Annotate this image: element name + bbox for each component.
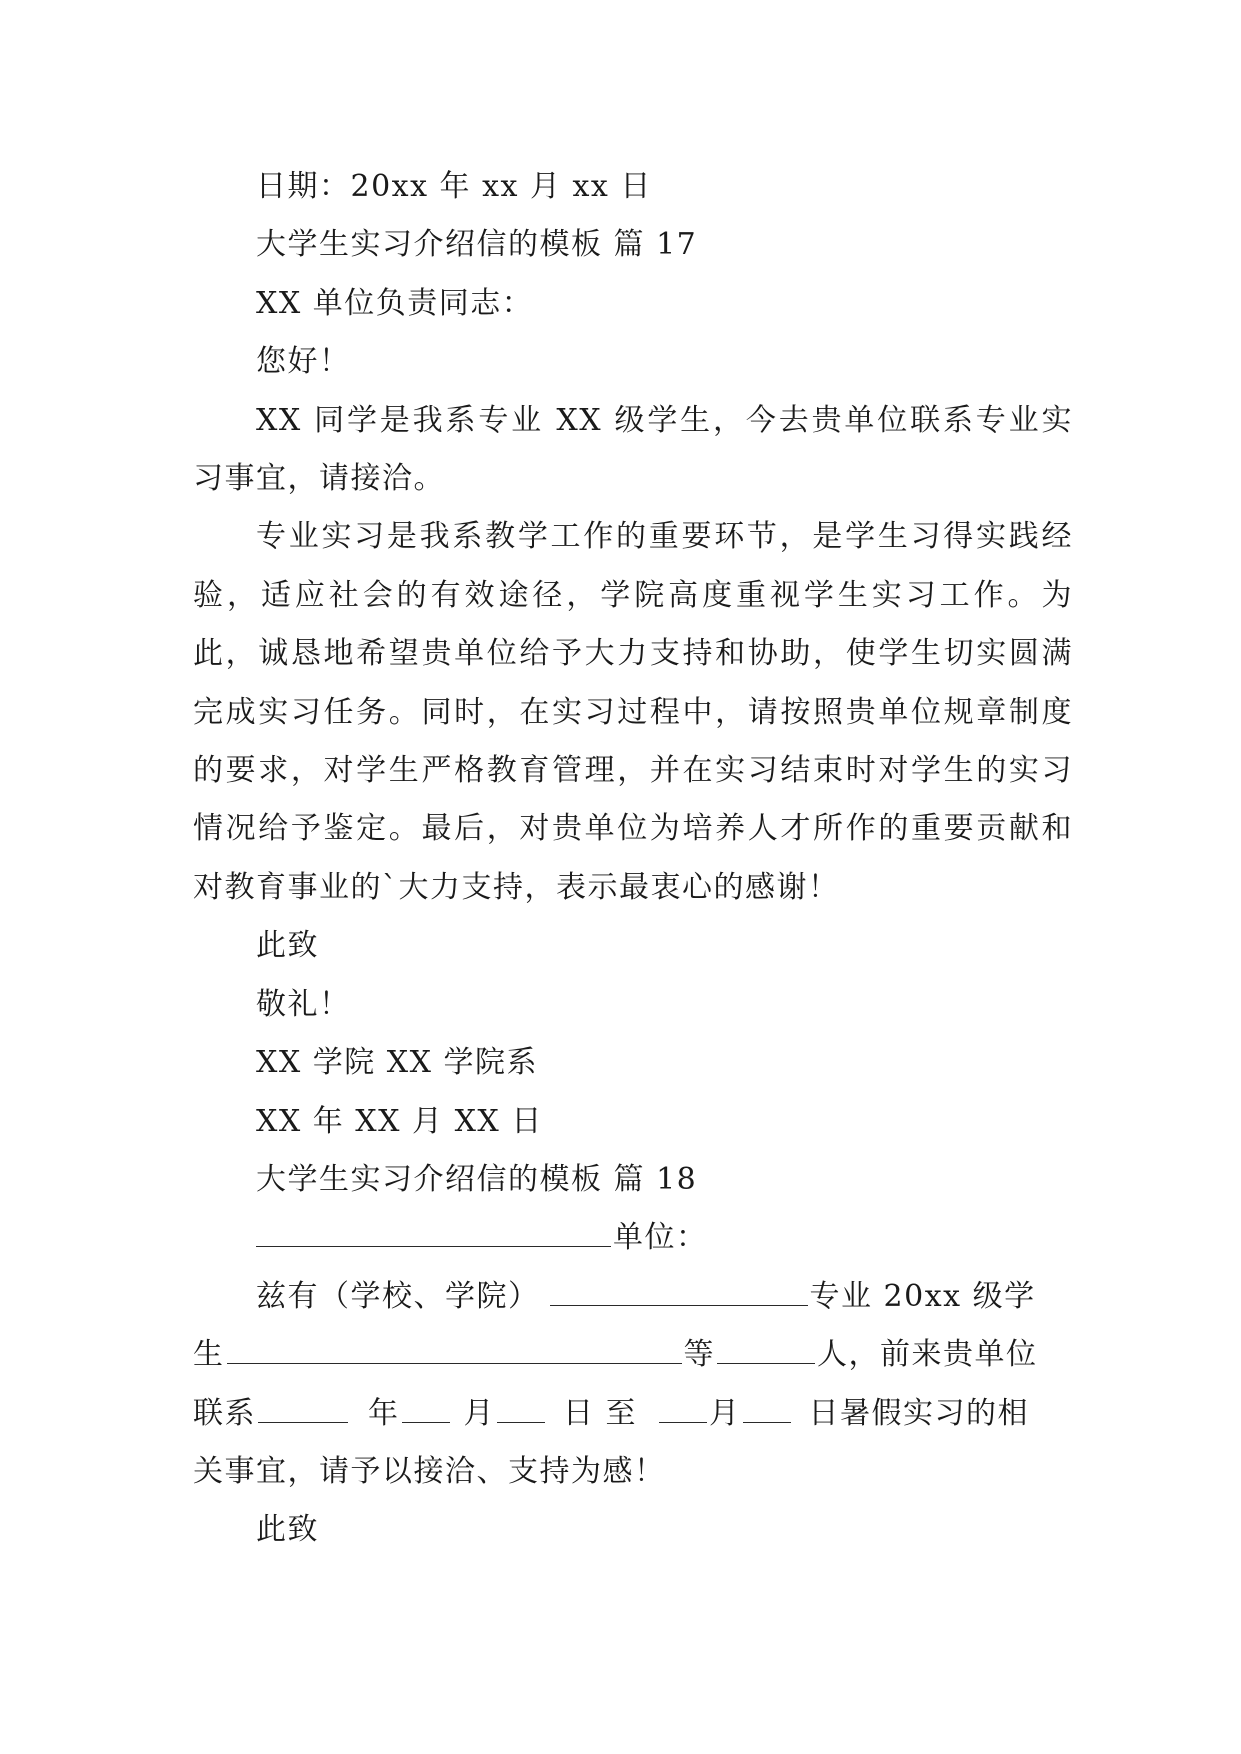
- text-segment: 等: [683, 1337, 715, 1373]
- text-segment: 月: [709, 1395, 741, 1431]
- section-18-line-3: [193, 1385, 1073, 1443]
- text-segment: 年: [368, 1395, 400, 1431]
- day-blank: [497, 1394, 545, 1423]
- section-17-title: 大学生实习介绍信的模板 篇 17: [256, 227, 698, 263]
- end-month-blank: [659, 1394, 707, 1423]
- section-18-unit-line: [193, 1209, 1073, 1267]
- count-blank: [717, 1335, 815, 1364]
- section-18-line-4: 关事宜，请予以接洽、支持为感！: [193, 1453, 666, 1489]
- date-line: 日期：20xx 年 xx 月 xx 日: [256, 169, 652, 204]
- letter-content: [193, 158, 1073, 1560]
- end-day-blank: [743, 1394, 791, 1423]
- section-18-line-2: [193, 1326, 1073, 1384]
- text-segment: 人，前来贵单位: [817, 1337, 1038, 1373]
- text-segment: 兹有（学校、学院）: [256, 1278, 540, 1314]
- month-blank: [402, 1394, 450, 1423]
- section-17-salutation: XX 单位负责同志：: [256, 285, 534, 321]
- student-names-blank: [227, 1335, 682, 1364]
- section-17-date: XX 年 XX 月 XX 日: [256, 1103, 543, 1139]
- text-segment: 生: [193, 1337, 225, 1373]
- section-17-greeting: 您好！: [256, 344, 351, 380]
- section-17-signature: XX 学院 XX 学院系: [256, 1045, 539, 1081]
- section-18-closing: 此致: [256, 1512, 319, 1548]
- section-18-line-1: [193, 1268, 1073, 1326]
- text-segment: 月: [463, 1395, 495, 1431]
- text-segment: 日暑假实习的相: [808, 1395, 1030, 1431]
- section-17-closing-1: 此致: [256, 928, 319, 964]
- text-segment: 日 至: [563, 1395, 638, 1431]
- unit-blank: [256, 1218, 611, 1247]
- major-blank: [550, 1277, 808, 1306]
- year-blank: [258, 1394, 348, 1423]
- text-segment: 专业 20xx 级学: [809, 1278, 1036, 1314]
- text-segment: 联系: [193, 1395, 256, 1431]
- section-17-closing-2: 敬礼！: [256, 986, 351, 1022]
- section-17-paragraph-2: 专业实习是我系教学工作的重要环节，是学生习得实践经验，适应社会的有效途径，学院高度重视学生实习工作。为此，诚恳地希望贵单位给予大力支持和协助，使学生切实圆满完成实习任务。同时，在实习过程中，请按照贵单位规章制度的要求，对学生严格教育管理，并在实习结束时对学生的实习情况给予鉴定。最后，对贵单位为培养人才所作的重要贡献和对教育事业的`大力支持，表示最衷心的感谢！: [193, 519, 1073, 905]
- unit-label: 单位：: [613, 1220, 708, 1256]
- section-17-paragraph-1: XX 同学是我系专业 XX 级学生，今去贵单位联系专业实习事宜，请接洽。: [193, 402, 1073, 497]
- section-18-title: 大学生实习介绍信的模板 篇 18: [256, 1161, 698, 1197]
